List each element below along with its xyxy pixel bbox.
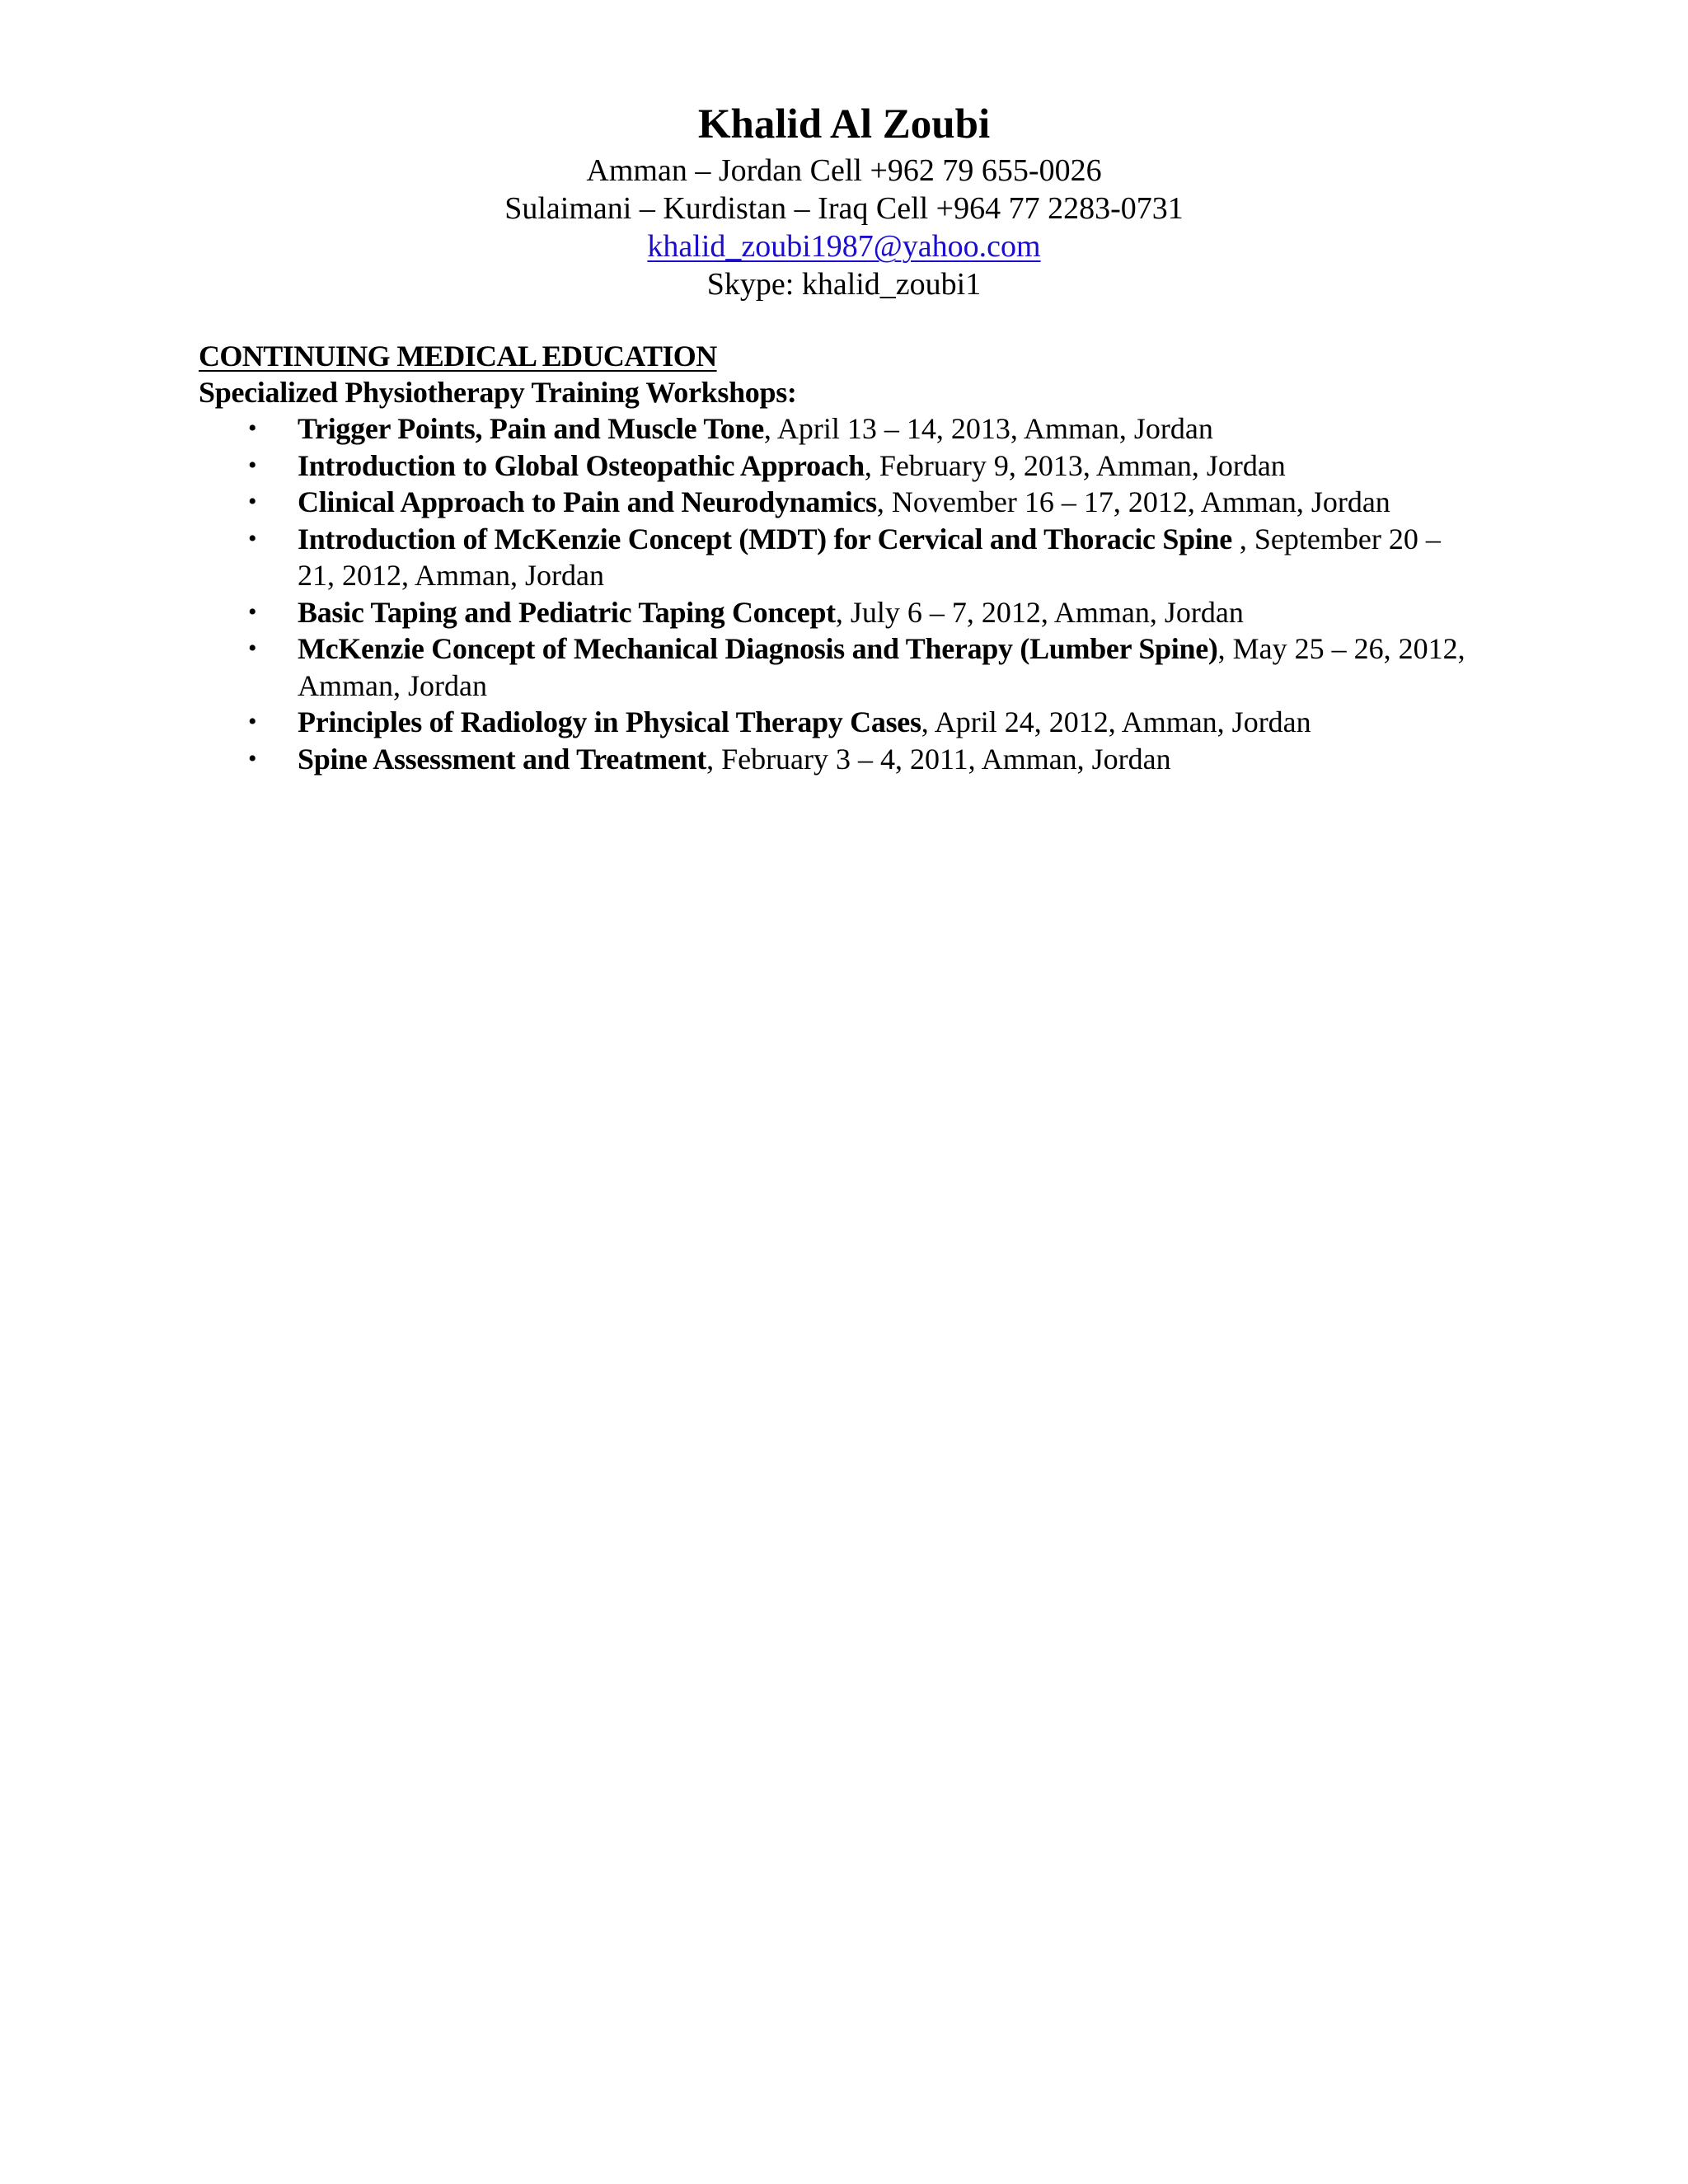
workshop-list <box>199 410 1484 777</box>
subsection-title: Specialized Physiotherapy Training Workshops: <box>199 376 797 409</box>
workshop-details: , September 20 – 21, 2012, Amman, Jordan <box>298 522 1441 592</box>
workshop-item <box>199 410 1484 448</box>
contact-iraq: Sulaimani – Kurdistan – Iraq Cell +964 77 2283-0731 <box>504 191 1184 226</box>
workshop-item <box>199 630 1484 704</box>
workshop-title: Introduction of McKenzie Concept (MDT) for Cervical and Thoracic Spine <box>298 522 1232 555</box>
workshop-item <box>199 448 1484 485</box>
workshop-details: , April 13 – 14, 2013, Amman, Jordan <box>763 412 1213 445</box>
workshop-item <box>199 484 1484 521</box>
education-section <box>199 338 1484 777</box>
bullet-icon: • <box>248 635 257 662</box>
bullet-icon: • <box>248 488 257 515</box>
resume-header <box>0 97 1688 303</box>
workshop-title: Trigger Points, Pain and Muscle Tone <box>298 412 764 445</box>
workshop-item <box>199 521 1484 594</box>
bullet-icon: • <box>248 415 257 442</box>
workshop-item <box>199 704 1484 741</box>
workshop-title: Basic Taping and Pediatric Taping Concept <box>298 595 836 629</box>
bullet-icon: • <box>248 708 257 735</box>
workshop-details: , February 9, 2013, Amman, Jordan <box>864 448 1286 482</box>
workshop-item <box>199 594 1484 631</box>
workshop-title: Spine Assessment and Treatment <box>298 742 707 776</box>
bullet-icon: • <box>248 744 257 772</box>
email-link[interactable]: khalid_zoubi1987@yahoo.com <box>647 229 1041 264</box>
workshop-details: , November 16 – 17, 2012, Amman, Jordan <box>876 485 1390 518</box>
section-title: CONTINUING MEDICAL EDUCATION <box>199 340 717 373</box>
workshop-title: Clinical Approach to Pain and Neurodynamics <box>298 485 877 518</box>
workshop-details: , February 3 – 4, 2011, Amman, Jordan <box>706 742 1171 776</box>
workshop-item <box>199 741 1484 778</box>
skype-line: Skype: khalid_zoubi1 <box>706 267 982 302</box>
candidate-name: Khalid Al Zoubi <box>697 101 991 148</box>
workshop-details: , May 25 – 26, 2012, Amman, Jordan <box>298 632 1465 702</box>
workshop-details: , April 24, 2012, Amman, Jordan <box>921 705 1311 738</box>
workshop-details: , July 6 – 7, 2012, Amman, Jordan <box>835 595 1244 629</box>
workshop-title: Introduction to Global Osteopathic Approach <box>298 448 865 482</box>
bullet-icon: • <box>248 598 257 626</box>
workshop-title: Principles of Radiology in Physical Therapy Cases <box>298 705 921 738</box>
email-line <box>0 227 1688 265</box>
workshop-title: McKenzie Concept of Mechanical Diagnosis and Therapy (Lumber Spine) <box>298 632 1218 665</box>
contact-jordan: Amman – Jordan Cell +962 79 655-0026 <box>586 153 1102 188</box>
bullet-icon: • <box>248 524 257 552</box>
bullet-icon: • <box>248 451 257 479</box>
